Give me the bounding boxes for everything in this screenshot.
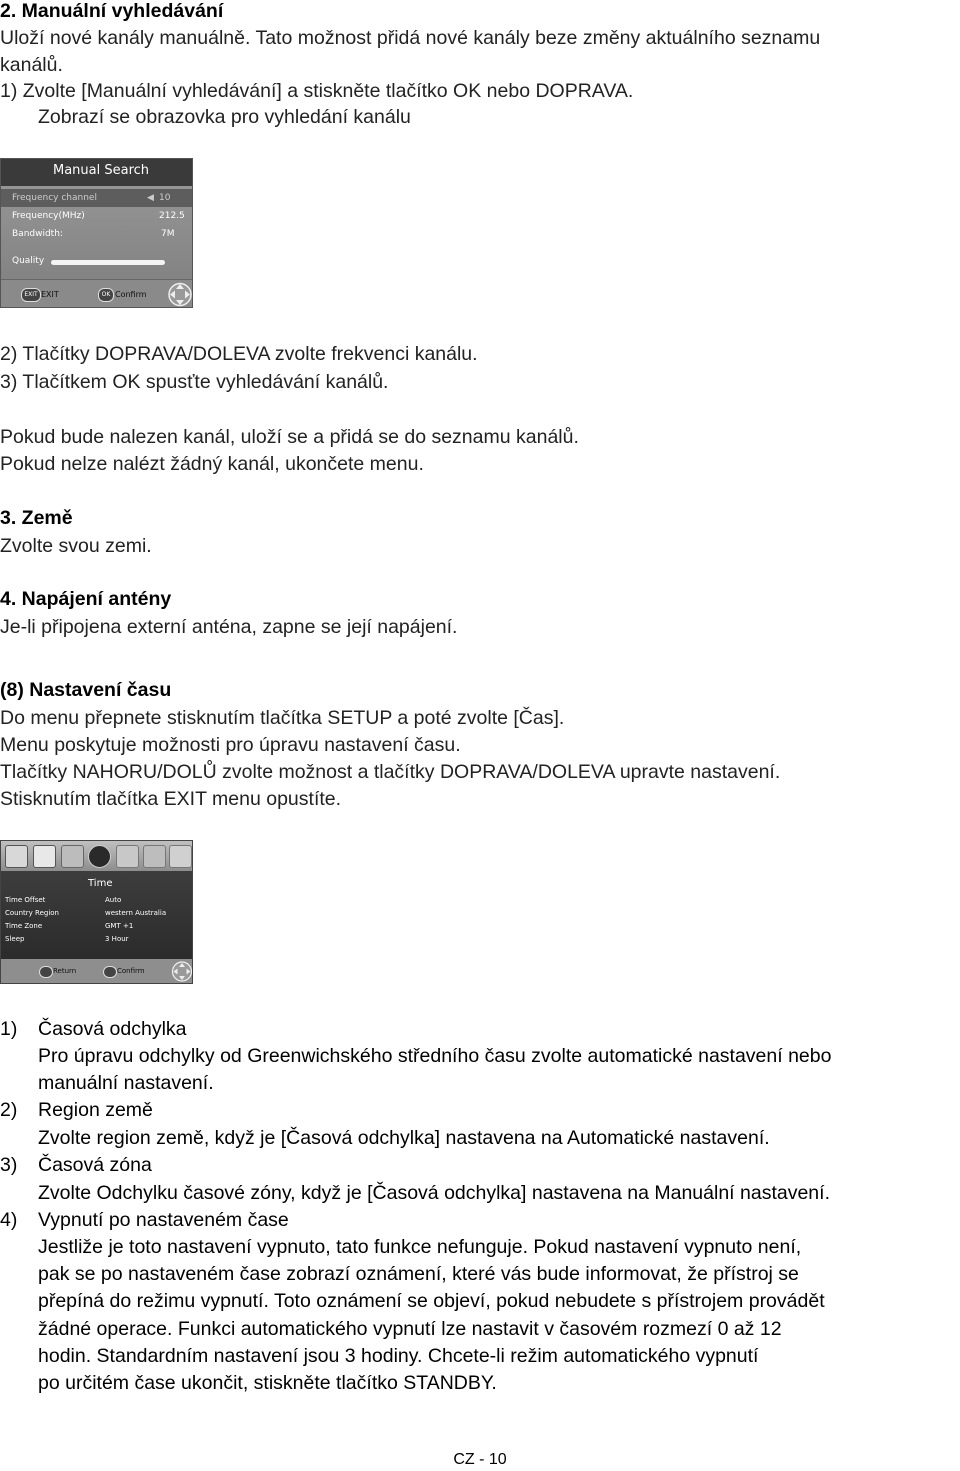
ok-key-icon: OK (98, 288, 114, 302)
time-settings-body (1, 871, 192, 959)
step-2-text: 2) Tlačítky DOPRAVA/DOLEVA zvolte frekvenci kanálu. (0, 343, 478, 365)
section-heading-country: 3. Země (0, 507, 73, 529)
dpad-icon (167, 281, 193, 308)
row-value: 212.5 (159, 211, 185, 221)
dpad-icon (171, 960, 193, 983)
paragraph-line: Tlačítky NAHORU/DOLŮ zvolte možnost a tlačítky DOPRAVA/DOLEVA upravte nastavení. (0, 761, 781, 783)
row-value: 7M (161, 229, 175, 239)
item-desc-line: hodin. Standardním nastavení jsou 3 hodiny. Chcete-li režim automatického vypnutí (38, 1345, 759, 1367)
row-frequency-mhz (1, 207, 192, 225)
confirm-label: Confirm (115, 290, 147, 299)
time-settings-screen (0, 840, 193, 984)
row-label: Time Offset (5, 896, 46, 904)
paragraph-line: Je-li připojena externí anténa, zapne se její napájení. (0, 616, 458, 638)
item-desc-line: manuální nastavení. (38, 1072, 214, 1094)
row-label: Frequency(MHz) (12, 211, 85, 221)
chevron-left-icon: ◀ (147, 193, 154, 203)
row-label: Time Zone (5, 922, 43, 930)
item-number: 1) (0, 1018, 18, 1040)
row-time-zone (1, 920, 192, 933)
exit-label: EXIT (41, 290, 59, 299)
paragraph-line: Stisknutím tlačítka EXIT menu opustíte. (0, 788, 342, 810)
item-number: 3) (0, 1154, 18, 1176)
tv-icon (5, 845, 28, 868)
paragraph-line: Do menu přepnete stisknutím tlačítka SETUP a poté zvolte [Čas]. (0, 707, 565, 729)
item-desc-line: Zvolte region země, když je [Časová odchylka] nastavena na Automatické nastavení. (38, 1127, 770, 1149)
row-label: Frequency channel (12, 193, 97, 203)
row-label: Bandwidth: (12, 229, 63, 239)
picture-icon (33, 845, 56, 868)
item-desc-line: přepíná do režimu vypnutí. Toto oznámení se objeví, pokud nebudete s přístrojem provádět (38, 1290, 825, 1312)
confirm-label: Confirm (117, 967, 145, 975)
item-number: 2) (0, 1099, 18, 1121)
item-title: Region země (38, 1099, 153, 1121)
page-number: CZ - 10 (453, 1451, 507, 1468)
row-value: Auto (105, 896, 122, 904)
item-title: Vypnutí po nastaveném čase (38, 1209, 289, 1231)
row-country-region (1, 907, 192, 920)
exit-key-icon: EXIT (21, 288, 41, 302)
satellite-icon (61, 845, 84, 868)
row-value: 10 (159, 193, 171, 203)
row-value: western Australia (105, 909, 167, 917)
row-frequency-channel (1, 189, 192, 207)
row-label: Quality (12, 256, 45, 266)
item-title: Časová zóna (38, 1154, 152, 1176)
screen-title: Time (88, 878, 113, 889)
paragraph-line: Uloží nové kanály manuálně. Tato možnost přidá nové kanály beze změny aktuálního seznamu (0, 27, 821, 49)
screen-header (1, 159, 192, 186)
step-3-text: 3) Tlačítkem OK spusťte vyhledávání kanálů. (0, 371, 389, 393)
screen-title: Manual Search (53, 163, 150, 178)
paragraph-line: Zvolte svou zemi. (0, 535, 152, 557)
section-heading-antenna: 4. Napájení antény (0, 588, 172, 610)
row-label: Country Region (5, 909, 59, 917)
result-line: Pokud bude nalezen kanál, uloží se a přidá se do seznamu kanálů. (0, 426, 579, 448)
screen-footer (1, 959, 192, 984)
tools-icon (143, 845, 166, 868)
screen-footer (1, 279, 192, 308)
quality-bar (51, 260, 165, 265)
item-desc-line: Pro úpravu odchylky od Greenwichského středního času zvolte automatické nastavení nebo (38, 1045, 832, 1067)
section-heading-manual-search: 2. Manuální vyhledávání (0, 0, 224, 22)
step-1-text: 1) Zvolte [Manuální vyhledávání] a stiskněte tlačítko OK nebo DOPRAVA. (0, 80, 634, 102)
paragraph-line: Menu poskytuje možnosti pro úpravu nastavení času. (0, 734, 461, 756)
item-desc-line: pak se po nastaveném čase zobrazí oznámení, které vás bude informovat, že přístroj se (38, 1263, 799, 1285)
step-1-note: Zobrazí se obrazovka pro vyhledání kanálu (38, 106, 411, 128)
result-line: Pokud nelze nalézt žádný kanál, ukončete menu. (0, 453, 424, 475)
return-label: Return (53, 967, 77, 975)
menu-icon-bar (1, 841, 192, 871)
paragraph-line: kanálů. (0, 54, 63, 76)
return-key-icon (39, 966, 53, 978)
row-sleep (1, 933, 192, 946)
usb-icon (169, 845, 192, 868)
item-desc-line: žádné operace. Funkci automatického vypnutí lze nastavit v časovém rozmezí 0 až 12 (38, 1318, 782, 1340)
item-desc-line: Jestliže je toto nastavení vypnuto, tato funkce nefunguje. Pokud nastavení vypnuto není, (38, 1236, 802, 1258)
row-time-offset (1, 894, 192, 907)
row-label: Sleep (5, 935, 25, 943)
item-desc-line: Zvolte Odchylku časové zóny, když je [Časová odchylka] nastavena na Manuální nastavení. (38, 1182, 830, 1204)
lock-icon (116, 845, 139, 868)
clock-icon (88, 845, 111, 868)
item-number: 4) (0, 1209, 18, 1231)
row-bandwidth (1, 225, 192, 243)
row-value: GMT +1 (105, 922, 134, 930)
item-desc-line: po určitém čase ukončit, stiskněte tlačítko STANDBY. (38, 1372, 497, 1394)
item-title: Časová odchylka (38, 1018, 187, 1040)
ok-key-icon (103, 966, 117, 978)
row-value: 3 Hour (105, 935, 129, 943)
section-heading-time: (8) Nastavení času (0, 679, 172, 701)
manual-search-screen (0, 158, 193, 308)
